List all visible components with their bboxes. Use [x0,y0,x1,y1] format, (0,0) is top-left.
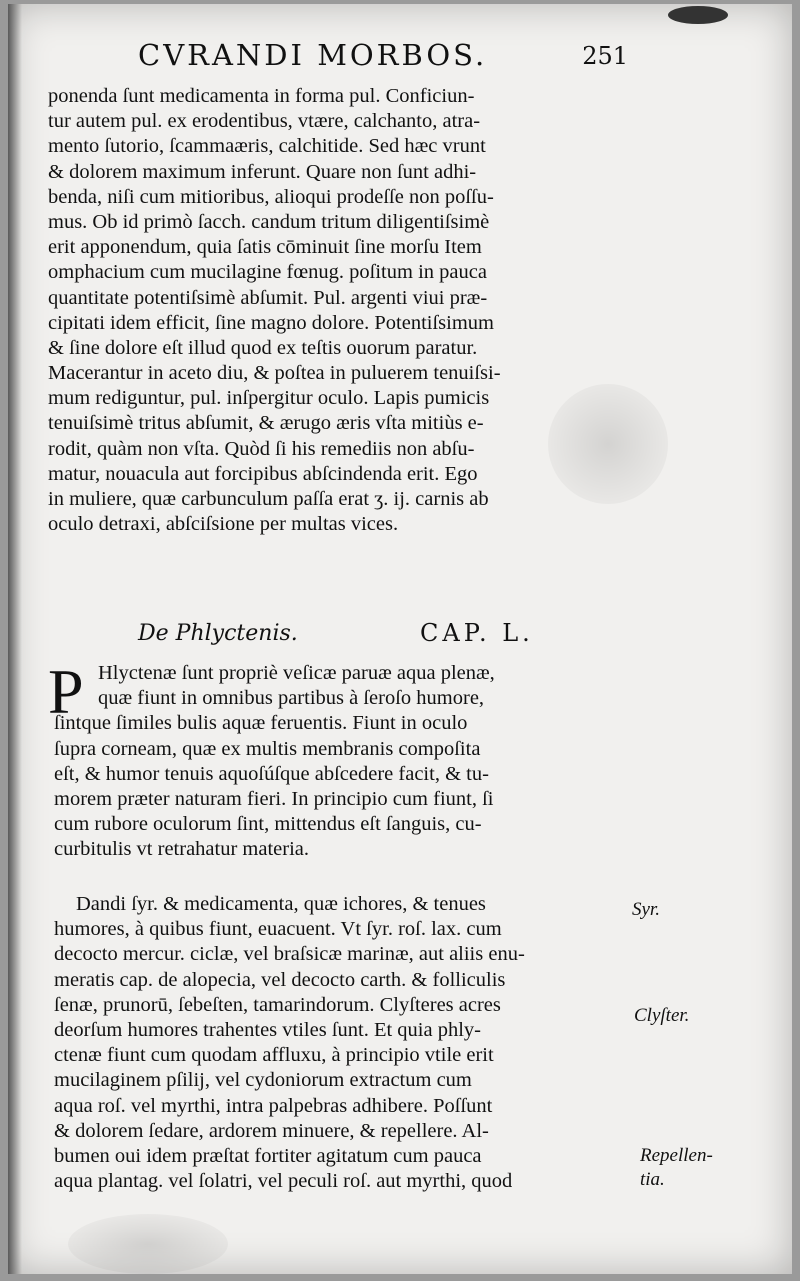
text-line: decocto mercur. ciclæ, vel braſsicæ marinæ, aut aliis enu- [54,943,525,966]
text-line: deorſum humores trahentes vtiles ſunt. Et quia phly- [54,1018,481,1041]
binding-shadow [8,4,22,1274]
running-header [138,38,628,78]
text-line: Dandi ſyr. & medicamenta, quæ ichores, & tenues [76,893,486,915]
running-title: CVRANDI MORBOS. [138,38,488,72]
text-line: oculo detraxi, abſciſsione per multas vices. [48,513,399,536]
text-line: ponenda ſunt medicamenta in forma pul. Conficiun- [48,85,475,107]
text-line: ctenæ fiunt cum quodam affluxu, à principio vtile erit [54,1044,494,1067]
text-line: Hlyctenæ ſunt propriè veſicæ paruæ aqua plenæ, [98,662,495,684]
marginal-note-repellentia-1: Repellen- [640,1145,713,1166]
text-line: tur autem pul. ex erodentibus, vtære, calchanto, atra- [48,110,481,133]
paragraph-1 [54,661,644,863]
marginal-note-repellentia-2: tia. [640,1169,665,1190]
text-line: humores, à quibus fiunt, euacuent. Vt ſyr. roſ. lax. cum [54,918,502,941]
text-line: curbitulis vt retrahatur materia. [54,838,310,861]
text-line: aqua roſ. vel myrthi, intra palpebras adhibere. Poſſunt [54,1094,493,1117]
text-line: benda, niſi cum mitioribus, alioqui prodeſſe non poſſu- [48,185,494,208]
text-line: in muliere, quæ carbunculum paſſa erat ʒ. ij. carnis ab [48,488,489,510]
text-line: mum rediguntur, pul. inſpergitur oculo. Lapis pumicis [48,387,490,410]
text-line: cum rubore oculorum ſint, mittendus eſt ſanguis, cu- [54,813,482,836]
ink-blot [668,6,728,24]
text-line: & dolorem ſedare, ardorem minuere, & repellere. Al- [54,1119,489,1142]
text-line: ſenæ, prunorū, ſebeſten, tamarindorum. Clyſteres acres [54,993,501,1016]
text-line: ſintque ſimiles bulis aquæ feruentis. Fiunt in oculo [54,712,468,735]
text-line: aqua plantag. vel ſolatri, vel peculi roſ. aut myrthi, quod [54,1170,513,1193]
text-line: morem præter naturam fieri. In principio cum fiunt, ſi [54,787,494,810]
text-line: mus. Ob id primò ſacch. candum tritum diligentiſsimè [48,210,490,233]
page-number: 251 [582,42,628,70]
text-line: erit apponendum, quia ſatis cōminuit ſine morſu Item [48,236,482,259]
text-line: quæ fiunt in omnibus partibus à ſeroſo humore, [98,687,485,710]
text-line: tenuiſsimè tritus abſumit, & ærugo æris vſta mitiùs e- [48,412,484,435]
text-line: matur, nouacula aut forcipibus abſcindenda erit. Ego [48,462,478,485]
paragraph-2 [54,892,644,1194]
book-page [8,4,792,1274]
text-line: ſupra corneam, quæ ex multis membranis compoſita [54,737,481,760]
text-line: & dolorem maximum inferunt. Quare non ſunt adhi- [48,160,477,183]
drop-cap: P [48,656,84,727]
continued-text-block [48,84,638,537]
text-line: rodit, quàm non vſta. Quòd ſi his remediis non abſu- [48,437,475,460]
text-line: meratis cap. de alopecia, vel decocto carth. & folliculis [54,968,506,991]
text-line: bumen oui idem præſtat fortiter agitatum cum pauca [54,1144,482,1167]
text-line: cipitati idem efficit, ſine magno dolore. Potentiſsimum [48,311,494,334]
text-line: eſt, & humor tenuis aquoſúſque abſcedere facit, & tu- [54,762,489,785]
marginal-note-clyster: Clyſter. [634,1005,690,1026]
marginal-note-syr: Syr. [632,899,660,920]
text-line: mucilaginem pſilij, vel cydoniorum extractum cum [54,1069,472,1092]
paper-stain [68,1214,228,1274]
text-line: quantitate potentiſsimè abſumit. Pul. argenti viui præ- [48,286,488,309]
chapter-heading [138,621,558,655]
text-line: mento ſutorio, ſcammaæris, calchitide. Sed hæc vrunt [48,135,486,158]
text-line: & ſine dolore eſt illud quod ex teſtis ouorum paratur. [48,336,478,359]
chapter-number: CAP. L. [420,619,534,647]
chapter-title: De Phlyctenis. [138,621,298,646]
text-line: omphacium cum mucilagine fœnug. poſitum in pauca [48,261,487,284]
text-line: Macerantur in aceto diu, & poſtea in puluerem tenuiſsi- [48,362,501,385]
